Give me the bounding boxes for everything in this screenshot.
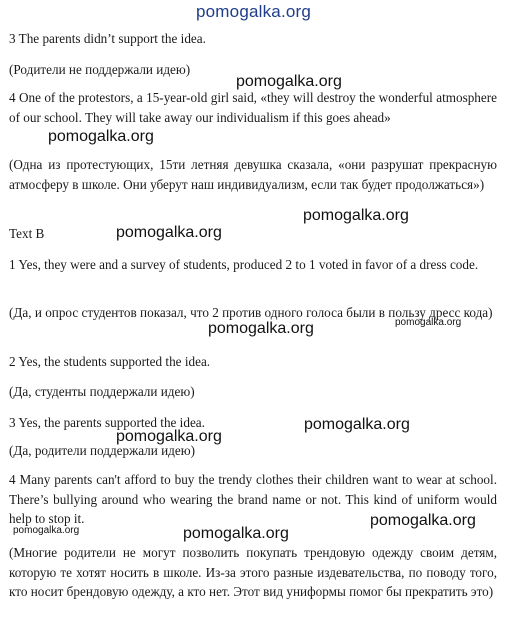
paragraph-text-a-q3-ru: (Родители не поддержали идею) [9, 62, 191, 77]
paragraph-text-a-q3-en: 3 The parents didn’t support the idea. [9, 31, 206, 46]
paragraph-text-b-q3-ru: (Да, родители поддержали идею) [9, 443, 195, 458]
paragraph-text-b-q3-en: 3 Yes, the parents supported the idea. [9, 415, 205, 430]
watermark: pomogalka.org [183, 525, 289, 542]
paragraph-text-b-q2-en: 2 Yes, the students supported the idea. [9, 354, 211, 369]
watermark: pomogalka.org [304, 416, 410, 433]
watermark-small: pomogalka.org [395, 317, 462, 328]
paragraph-text-b-q4-ru: (Многие родители не могут позволить покупать трендовую одежду своим детям, которую те хотят носить в школе. Из-за этого разные издевательства, по поводу того, кто носит брендовую одежду, а кто нет. Этот вид униформы помог бы прекратить это) [9, 545, 497, 599]
watermark: pomogalka.org [303, 207, 409, 224]
paragraph-text-b-q2-ru: (Да, студенты поддержали идею) [9, 384, 195, 399]
paragraph-text-a-q4-ru: (Одна из протестующих, 15ти летняя девушка сказала, «они разрушат прекрасную атмосферу в школе. Они уберут наш индивидуализм, если так будет продолжаться») [9, 157, 497, 192]
watermark: pomogalka.org [236, 73, 342, 90]
paragraph-text-b-q1-ru: (Да, и опрос студентов показал, что 2 против одного голоса были в пользу дресс кода) [9, 305, 493, 320]
section-heading-text-b: Text B [9, 226, 45, 241]
paragraph-text-a-q4-en: 4 One of the protestors, a 15-year-old girl said, «they will destroy the wonderful atmosphere of our school. They will take away our individualism if this goes ahead» [9, 90, 497, 125]
watermark: pomogalka.org [370, 512, 476, 529]
watermark: pomogalka.org [208, 320, 314, 337]
paragraph-text-b-q4-en: 4 Many parents can't afford to buy the trendy clothes their children want to wear at school. There’s bullying around who wearing the brand name or not. This kind of uniform would help to stop it. [9, 472, 497, 526]
watermark: pomogalka.org [116, 224, 222, 241]
watermark-small: pomogalka.org [13, 525, 80, 536]
paragraph-text-b-q1-en: 1 Yes, they were and a survey of students, produced 2 to 1 voted in favor of a dress code. [9, 257, 479, 272]
header-watermark: pomogalka.org [196, 2, 312, 21]
watermark: pomogalka.org [116, 428, 222, 445]
watermark: pomogalka.org [48, 128, 154, 145]
